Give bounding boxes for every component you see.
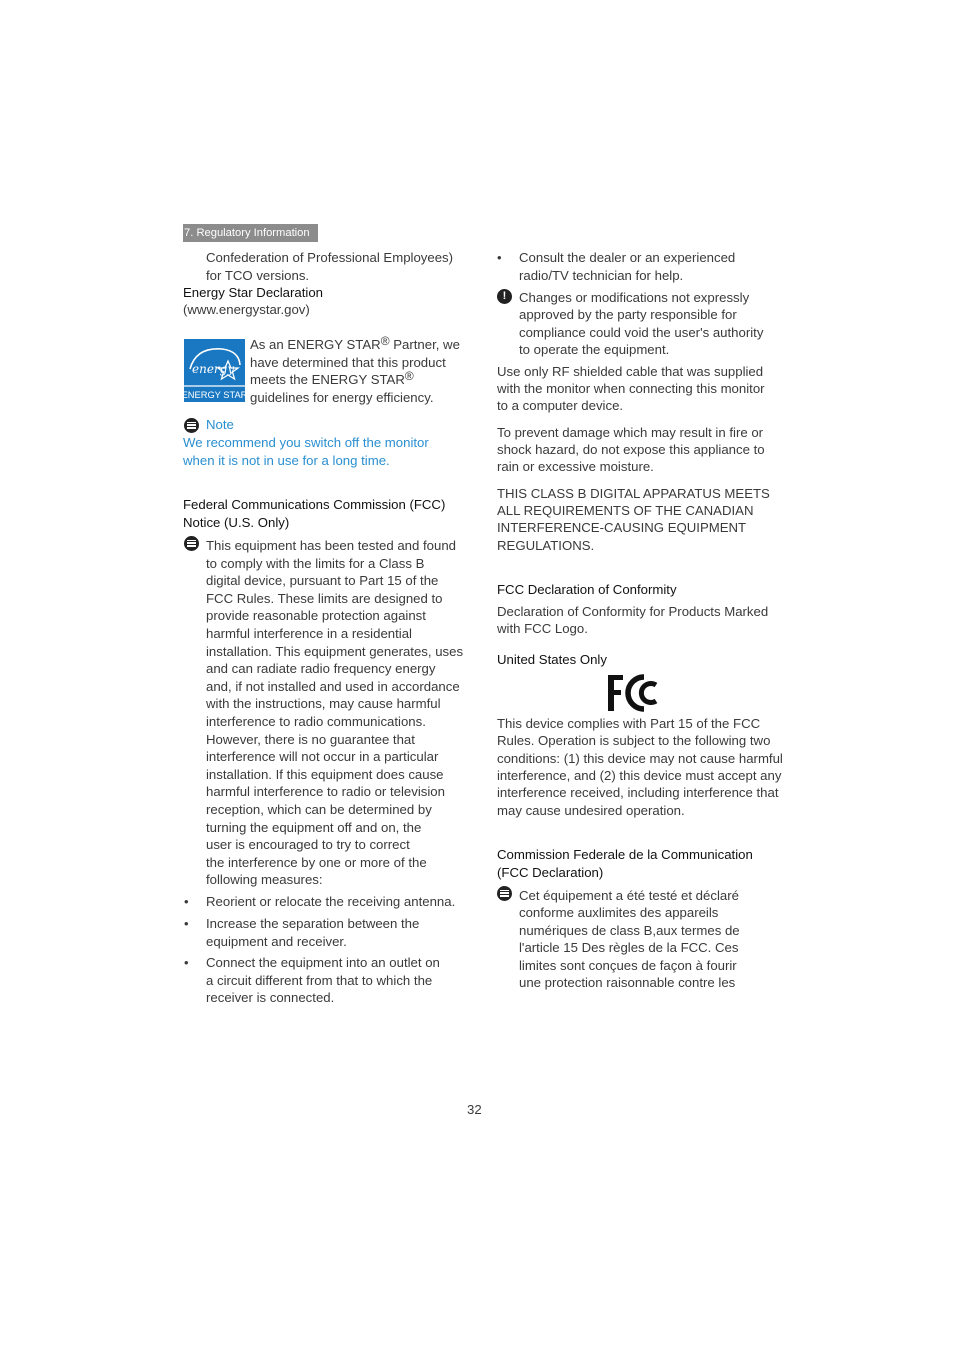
fcc-body-line: to comply with the limits for a Class B	[206, 555, 425, 571]
fcc-body-line: interference will not occur in a particular	[206, 749, 439, 765]
french-line: conforme auxlimites des appareils	[519, 905, 719, 921]
note-icon-french	[497, 886, 512, 901]
warning-line: compliance could void the user's authority	[519, 324, 764, 340]
bullet-line: Increase the separation between the	[206, 916, 420, 931]
damage-line: rain or excessive moisture.	[497, 459, 654, 475]
energy-star-text-1	[250, 336, 460, 354]
energy-star-text-2: have determined that this product	[250, 354, 446, 370]
commission-title-1: Commission Federale de la Communication	[497, 847, 753, 862]
damage-line: To prevent damage which may result in fire or	[497, 425, 764, 440]
french-line: limites sont conçues de façon à fourir	[519, 957, 737, 973]
fcc-logo	[606, 673, 662, 713]
french-line: Cet équipement a été testé et déclaré	[519, 888, 739, 903]
fcc-measures-list	[184, 893, 464, 1010]
damage-line: shock hazard, do not expose this appliance to	[497, 442, 765, 458]
complies-line: conditions: (1) this device may not cause harmful	[497, 750, 783, 766]
energy-star-text-3	[250, 371, 414, 389]
bullet-line: receiver is connected.	[206, 990, 335, 1005]
fcc-body-line: However, there is no guarantee that	[206, 731, 415, 747]
canadian-line: INTERFERENCE-CAUSING EQUIPMENT	[497, 520, 747, 536]
warning-line: to operate the equipment.	[519, 342, 670, 358]
page-number: 32	[467, 1102, 482, 1117]
note-icon-fcc	[184, 536, 199, 551]
fcc-body-line: FCC Rules. These limits are designed to	[206, 590, 443, 606]
canadian-line: REGULATIONS.	[497, 537, 595, 553]
energy-logo-script: energy	[192, 362, 235, 376]
warning-line: Changes or modifications not expressly	[519, 290, 750, 305]
fcc-notice-title-2: Notice (U.S. Only)	[183, 514, 290, 530]
fcc-body-line: harmful interference to radio or television	[206, 784, 445, 800]
note-label: Note	[206, 417, 234, 432]
fcc-logo-graphic	[606, 673, 662, 713]
energy-star-title: Energy Star Declaration	[183, 285, 324, 300]
complies-line: Rules. Operation is subject to the following two	[497, 733, 771, 749]
shielded-line: Use only RF shielded cable that was supplied	[497, 364, 764, 379]
tco-line-1: Confederation of Professional Employees)	[206, 250, 454, 265]
french-line: l'article 15 Des règles de la FCC. Ces	[519, 940, 739, 956]
bullet: •	[184, 955, 189, 970]
shielded-line: with the monitor when connecting this monitor	[497, 381, 765, 397]
dealer-line-1: Consult the dealer or an experienced	[519, 250, 736, 265]
complies-line: interference, and (2) this device must accept any	[497, 767, 782, 783]
registered-mark: ®	[380, 334, 390, 348]
canadian-line: THIS CLASS B DIGITAL APPARATUS MEETS	[497, 486, 770, 501]
section-tag: 7. Regulatory Information	[183, 224, 318, 242]
french-line: numériques de class B,aux termes de	[519, 922, 740, 938]
bullet: •	[184, 894, 189, 909]
list-item	[184, 954, 464, 1010]
list-item	[184, 915, 464, 954]
energy-p3a: meets the ENERGY STAR	[250, 372, 405, 387]
fcc-body-line: the interference by one or more of the	[206, 854, 427, 870]
note-icon	[184, 418, 199, 433]
energy-star-logo	[184, 339, 245, 402]
energy-p1b: Partner, we	[389, 337, 460, 352]
fcc-body-line: harmful interference in a residential	[206, 626, 412, 641]
us-only-title: United States Only	[497, 652, 607, 667]
fcc-body-line: following measures:	[206, 872, 323, 888]
bullet-line: a circuit different from that to which the	[206, 972, 433, 988]
warning-line: approved by the party responsible for	[519, 307, 737, 323]
bullet-line: Connect the equipment into an outlet on	[206, 955, 440, 970]
shielded-line: to a computer device.	[497, 398, 624, 414]
energy-star-text-4: guidelines for energy efficiency.	[250, 390, 434, 405]
conformity-line: Declaration of Conformity for Products Marked	[497, 604, 769, 619]
energy-p1a: As an ENERGY STAR	[250, 337, 381, 352]
complies-line: This device complies with Part 15 of the FCC	[497, 716, 761, 731]
fcc-body-line: user is encouraged to try to correct	[206, 837, 410, 853]
fcc-body-line: turning the equipment off and on, the	[206, 819, 422, 835]
list-item	[184, 893, 464, 915]
fcc-notice-title-1: Federal Communications Commission (FCC)	[183, 497, 446, 512]
fcc-body-line: and can radiate radio frequency energy	[206, 661, 436, 677]
warning-icon: !	[497, 289, 512, 304]
complies-line: may cause undesired operation.	[497, 802, 685, 818]
fcc-body-line: provide reasonable protection against	[206, 608, 426, 624]
registered-mark-2: ®	[404, 369, 414, 383]
fcc-body-line: interference to radio communications.	[206, 714, 426, 729]
bullet-line: equipment and receiver.	[206, 933, 347, 949]
bullet: •	[184, 916, 189, 931]
fcc-body-line: digital device, pursuant to Part 15 of the	[206, 573, 439, 589]
tco-line-2: for TCO versions.	[206, 267, 310, 283]
note-line-2: when it is not in use for a long time.	[183, 452, 390, 468]
dealer-line-2: radio/TV technician for help.	[519, 267, 684, 283]
bullet: •	[497, 250, 502, 265]
complies-line: interference received, including interference that	[497, 785, 779, 801]
energy-star-url: (www.energystar.gov)	[183, 302, 310, 317]
bullet-line: Reorient or relocate the receiving antenna.	[206, 894, 456, 909]
fcc-body-line: installation. If this equipment does cause	[206, 766, 444, 782]
energy-logo-text: ENERGY STAR	[184, 390, 245, 400]
energy-star-logo-graphic	[184, 339, 245, 402]
canadian-line: ALL REQUIREMENTS OF THE CANADIAN	[497, 503, 754, 519]
conformity-line: with FCC Logo.	[497, 621, 588, 637]
french-line: une protection raisonnable contre les	[519, 975, 736, 990]
fcc-body-line: with the instructions, may cause harmful	[206, 696, 441, 712]
fcc-body-line: This equipment has been tested and found	[206, 538, 457, 553]
fcc-body-line: installation. This equipment generates, uses	[206, 643, 464, 659]
fcc-body-line: reception, which can be determined by	[206, 802, 432, 817]
fcc-body-line: and, if not installed and used in accordance	[206, 678, 460, 694]
conformity-title: FCC Declaration of Conformity	[497, 582, 677, 597]
commission-title-2: (FCC Declaration)	[497, 864, 604, 880]
note-line-1: We recommend you switch off the monitor	[183, 435, 429, 450]
